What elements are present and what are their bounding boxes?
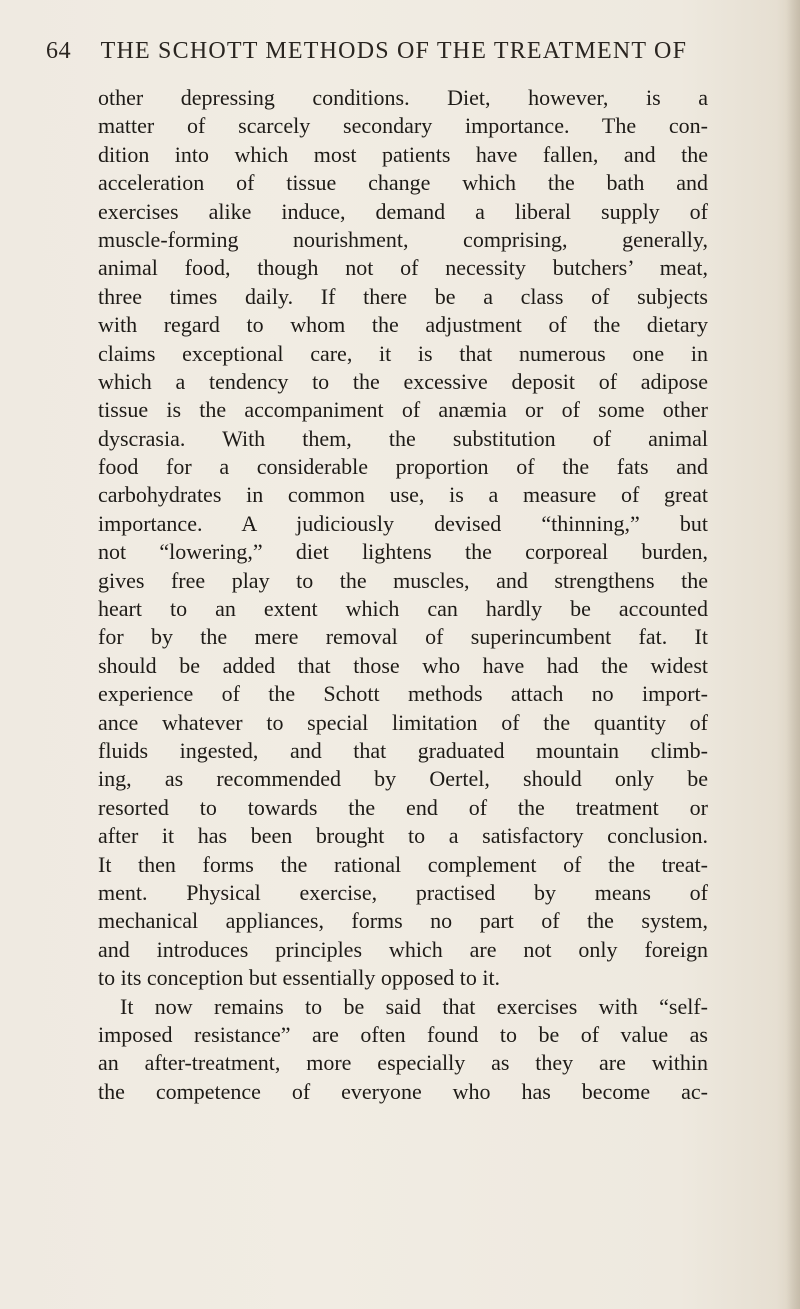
text-line: three times daily. If there be a class of subjects xyxy=(98,283,708,309)
paragraph-start-line: It now remains to be said that exercises with “self- xyxy=(120,993,708,1019)
text-line: dition into which most patients have fallen, and the xyxy=(98,141,708,167)
text-line: and introduces principles which are not only foreign xyxy=(98,936,708,962)
text-line: which a tendency to the excessive deposit of adipose xyxy=(98,368,708,394)
text-line: not “lowering,” diet lightens the corporeal burden, xyxy=(98,539,708,565)
text-line: exercises alike induce, demand a liberal supply of xyxy=(98,198,708,224)
text-line: matter of scarcely secondary importance. The con- xyxy=(98,113,708,139)
text-line: acceleration of tissue change which the bath and xyxy=(98,170,708,196)
text-line: should be added that those who have had the widest xyxy=(98,652,708,678)
text-line: dyscrasia. With them, the substitution of animal xyxy=(98,425,708,451)
text-line: claims exceptional care, it is that numerous one in xyxy=(98,340,708,366)
running-head xyxy=(46,38,746,72)
text-line: an after-treatment, more especially as they are within xyxy=(98,1050,708,1076)
text-line: importance. A judiciously devised “thinning,” but xyxy=(98,510,708,536)
text-line: heart to an extent which can hardly be accounted xyxy=(98,596,708,622)
running-title: THE SCHOTT METHODS OF THE TREATMENT OF xyxy=(100,38,688,64)
text-line: experience of the Schott methods attach no import- xyxy=(98,681,708,707)
text-line: with regard to whom the adjustment of the dietary xyxy=(98,312,708,338)
page-edge-shadow xyxy=(786,0,800,1309)
text-line: fluids ingested, and that graduated mountain climb- xyxy=(98,737,708,763)
text-line: imposed resistance” are often found to be of value as xyxy=(98,1021,708,1047)
page-number: 64 xyxy=(46,38,72,64)
paragraph-end-line: to its conception but essentially opposed to it. xyxy=(98,965,501,991)
text-line: animal food, though not of necessity butchers’ meat, xyxy=(98,255,708,281)
text-line: muscle-forming nourishment, comprising, generally, xyxy=(98,226,708,252)
text-line: ment. Physical exercise, practised by means of xyxy=(98,879,708,905)
text-line: It then forms the rational complement of the treat- xyxy=(98,851,708,877)
text-line: gives free play to the muscles, and strengthens the xyxy=(98,567,708,593)
text-line: after it has been brought to a satisfactory conclusion. xyxy=(98,823,708,849)
body-text xyxy=(98,84,708,1106)
text-line: mechanical appliances, forms no part of the system, xyxy=(98,908,708,934)
text-line: ing, as recommended by Oertel, should only be xyxy=(98,766,708,792)
text-line: food for a considerable proportion of the fats and xyxy=(98,454,708,480)
text-line: resorted to towards the end of the treatment or xyxy=(98,794,708,820)
text-line: carbohydrates in common use, is a measure of great xyxy=(98,482,708,508)
text-line: ance whatever to special limitation of the quantity of xyxy=(98,709,708,735)
text-line: other depressing conditions. Diet, however, is a xyxy=(98,85,708,110)
text-line: the competence of everyone who has become ac- xyxy=(98,1078,708,1104)
text-line: tissue is the accompaniment of anæmia or of some other xyxy=(98,397,708,423)
text-line: for by the mere removal of superincumbent fat. It xyxy=(98,624,708,650)
